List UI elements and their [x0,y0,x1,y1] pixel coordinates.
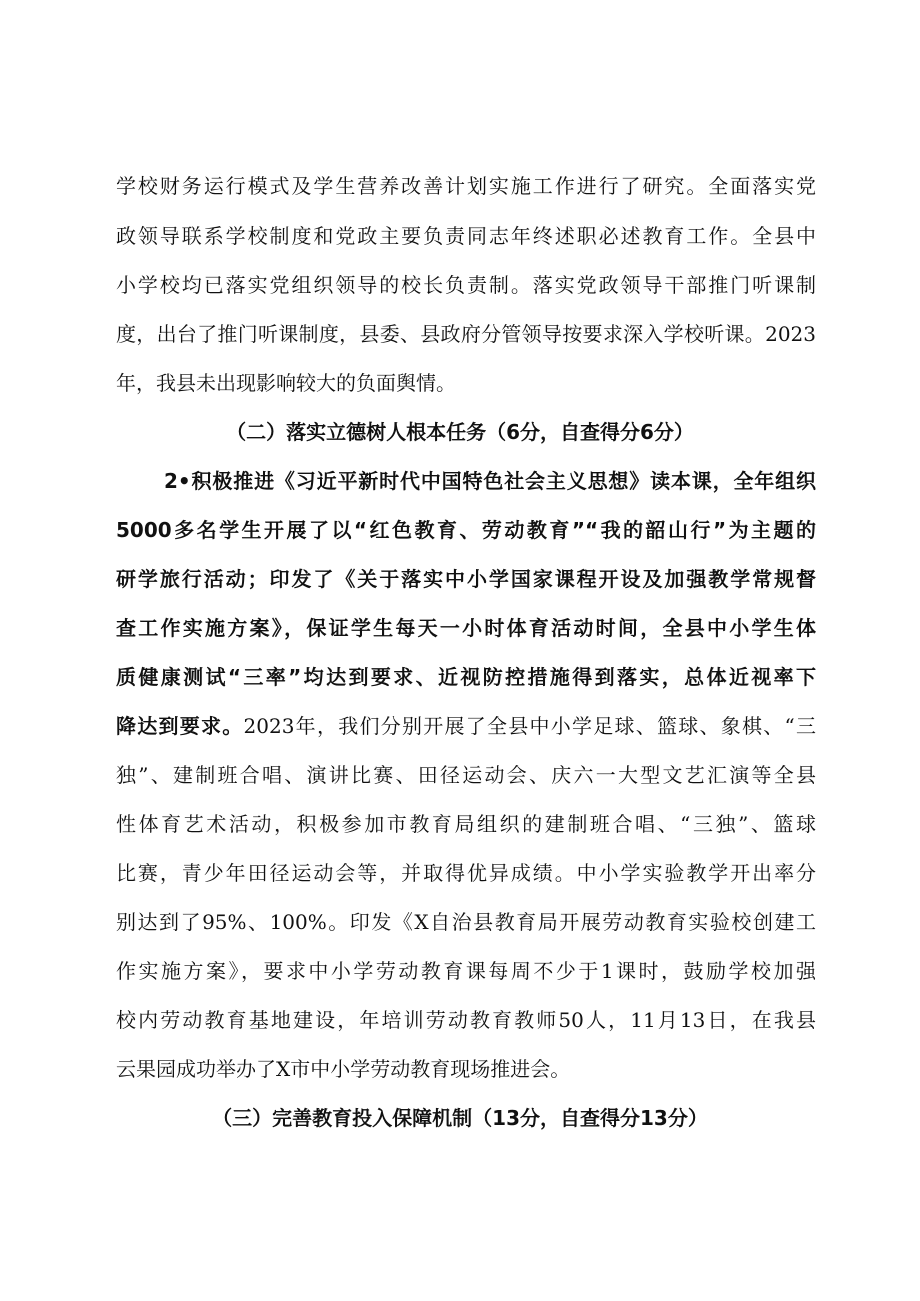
paragraph-line-bold: 质健康测试“三率”均达到要求、近视防控措施得到落实，总体近视率下 [116,665,816,689]
paragraph-line-bold: 2•积极推进《习近平新时代中国特色社会主义思想》读本课，全年组织 [164,469,816,493]
paragraph-line-bold: 查工作实施方案》，保证学生每天一小时体育活动时间，全县中小学生体 [116,616,816,640]
paragraph-line-bold: 研学旅行活动；印发了《关于落实中小学国家课程开设及加强教学常规督 [116,567,816,591]
paragraph-line-mixed [116,712,816,740]
paragraph-line-bold: 5000多名学生开展了以“红色教育、劳动教育”“我的韶山行”为主题的 [116,518,816,542]
section-heading: （三）完善教育投入保障机制（13分，自查得分13分） [212,1106,708,1130]
paragraph-line: 年，我县未出现影响较大的负面舆情。 [116,371,456,395]
paragraph-line: 政领导联系学校制度和党政主要负责同志年终述职必述教育工作。全县中 [116,224,816,248]
paragraph-line: 作实施方案》，要求中小学劳动教育课每周不少于1课时，鼓励学校加强 [116,959,816,983]
paragraph-line: 小学校均已落实党组织领导的校长负责制。落实党政领导干部推门听课制 [116,273,816,297]
paragraph-line: 云果园成功举办了X市中小学劳动教育现场推进会。 [116,1057,571,1081]
paragraph-line: 别达到了95%、100%。印发《X自治县教育局开展劳动教育实验校创建工 [116,910,816,934]
paragraph-line: 比赛，青少年田径运动会等，并取得优异成绩。中小学实验教学开出率分 [116,861,816,885]
paragraph-line: 独”、建制班合唱、演讲比赛、田径运动会、庆六一大型文艺汇演等全县 [116,763,816,787]
paragraph-line: 校内劳动教育基地建设，年培训劳动教育教师50人，11月13日，在我县 [116,1008,816,1032]
paragraph-line: 学校财务运行模式及学生营养改善计划实施工作进行了研究。全面落实党 [116,174,816,198]
paragraph-line: 性体育艺术活动，积极参加市教育局组织的建制班合唱、“三独”、篮球 [116,812,816,836]
bold-segment: 降达到要求。 [116,714,244,738]
section-heading: （二）落实立德树人根本任务（6分，自查得分6分） [226,420,694,444]
paragraph-line: 度，出台了推门听课制度，县委、县政府分管领导按要求深入学校听课。2023 [116,322,816,346]
normal-segment: 2023年，我们分别开展了全县中小学足球、篮球、象棋、“三 [243,714,817,738]
